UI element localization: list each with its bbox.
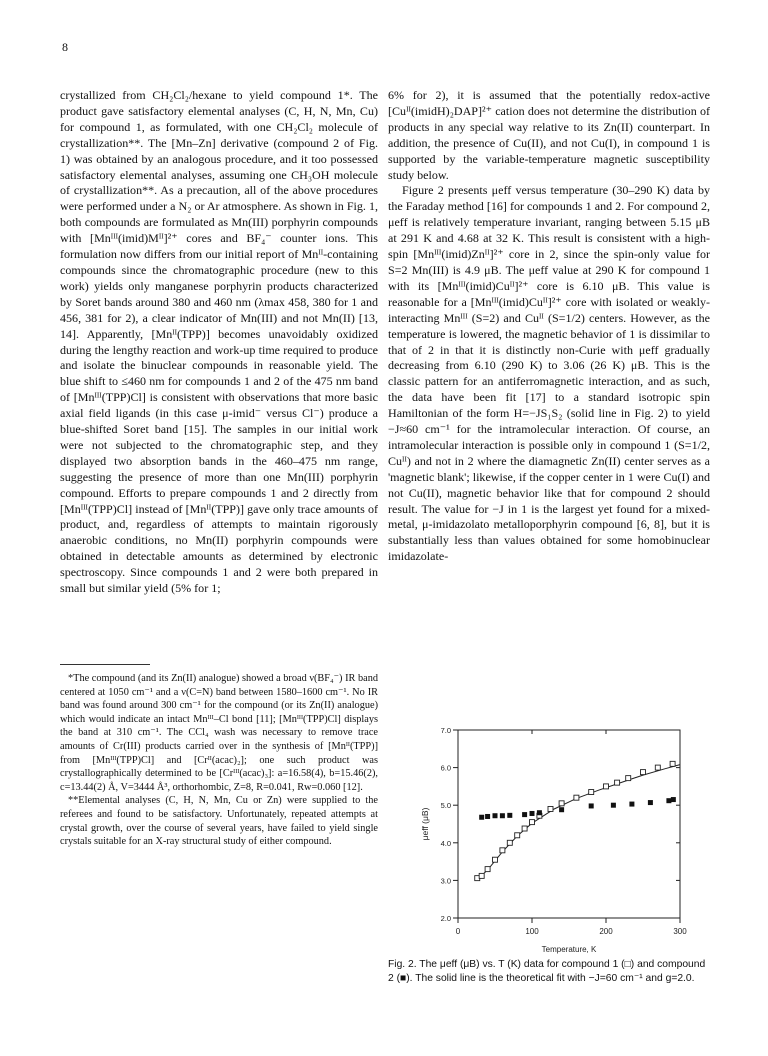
data-point-compound-2 — [629, 802, 634, 807]
plot-frame — [458, 730, 680, 918]
footnote: **Elemental analyses (C, H, N, Mn, Cu or Zn) were supplied to the referees and found to be satisfactory. Unfortunately, repeated attempts at crystal growth, over the course of several years, have failed to yield single crystals suitable for an X-ray structural study of either compound. — [60, 795, 378, 848]
data-point-compound-2 — [648, 800, 653, 805]
data-point-compound-1 — [548, 806, 553, 811]
x-tick-label: 0 — [455, 927, 461, 936]
y-tick-label: 2.0 — [440, 914, 451, 923]
data-point-compound-1 — [655, 765, 660, 770]
data-point-compound-1 — [589, 790, 594, 795]
y-tick-label: 4.0 — [440, 838, 451, 848]
y-tick-label: 6.0 — [440, 763, 451, 773]
magnetic-chart — [388, 712, 710, 962]
data-point-compound-1 — [626, 776, 631, 781]
right-column — [388, 88, 710, 565]
data-point-compound-2 — [666, 798, 671, 803]
data-point-compound-2 — [530, 811, 535, 816]
y-tick-label: 7.0 — [440, 726, 451, 735]
data-point-compound-1 — [515, 833, 520, 838]
data-point-compound-2 — [537, 810, 542, 815]
data-point-compound-2 — [522, 812, 527, 817]
data-point-compound-2 — [500, 813, 505, 818]
footnote-rule — [60, 664, 150, 665]
footnote: *The compound (and its Zn(II) analogue) showed a broad ν(BF₄⁻) IR band centered at 1050 cm⁻¹ and a ν(C=N) band between 1580–1600 cm⁻¹. No IR band was found around 300 cm⁻¹ for the compound (or its Zn(II) analogue) which would indicate an intact Mnᴵᴵᴵ–Cl bond [11]; [Mnᴵᴵᴵ(TPP)Cl] displays the band at 310 cm⁻¹. The CCl₄ wash was necessary to remove trace amounts of Cr(III) products carried over in the synthesis of [Mnᴵᴵ(TPP)] from [Mnᴵᴵᴵ(TPP)Cl] and [Crᴵᴵ(acac)₂]; one such product was crystallographically determined to be [Crᴵᴵᴵ(acac)₃]: a=16.58(4), b=15.46(2), c=13.44(2) Å, V=3444 Å³, orthorhombic, Z=8, R=0.041, Rw=0.060 [12]. — [60, 673, 378, 793]
data-point-compound-2 — [485, 814, 490, 819]
figure-caption: Fig. 2. The μeff (μB) vs. T (K) data for compound 1 (□) and compound 2 (■). The solid line is the theoretical fit with −J=60 cm⁻¹ and g=2.0. — [388, 959, 706, 984]
data-point-compound-1 — [500, 848, 505, 853]
data-point-compound-2 — [611, 803, 616, 808]
data-point-compound-1 — [522, 826, 527, 831]
data-point-compound-1 — [574, 795, 579, 800]
x-axis-label: Temperature, K — [541, 945, 597, 954]
data-point-compound-2 — [479, 815, 484, 820]
data-point-compound-1 — [615, 780, 620, 785]
data-point-compound-1 — [479, 873, 484, 878]
data-point-compound-2 — [507, 813, 512, 818]
data-point-compound-1 — [493, 857, 498, 862]
data-point-compound-2 — [671, 797, 676, 802]
data-point-compound-1 — [530, 820, 535, 825]
data-point-compound-2 — [493, 813, 498, 818]
y-axis-label: μeff (μB) — [420, 807, 430, 841]
left-column — [60, 88, 378, 597]
y-tick-label: 5.0 — [440, 801, 451, 811]
data-point-compound-2 — [559, 807, 564, 812]
paragraph: 6% for 2), it is assumed that the potentially redox-active [Cuᴵᴵ(imidH)₂DAP]²⁺ cation does not determine the distribution of products in any special way relative to its Zn(II) counterpart. In addition, the presence of Cu(II), and not Cu(I), in compound 1 is supported by the variable-temperature magnetic susceptibility study below. — [388, 88, 710, 182]
paragraph: Figure 2 presents μeff versus temperature (30–290 K) data by the Faraday method [16] for compounds 1 and 2. For compound 2, μeff is relatively temperature invariant, ranging between 5.15 μB at 291 K and 4.68 at 32 K. This result is consistent with a high-spin [Mnᴵᴵᴵ(imid)Znᴵᴵ]²⁺ core in 2, since the spin-only value for S=2 Mn(III) is 4.9 μB. The μeff value at 290 K for compound 1 with its [Mnᴵᴵᴵ(imid)Cuᴵᴵ]²⁺ core is 6.10 μB. This value is reasonable for a [Mnᴵᴵᴵ(imid)Cuᴵᴵ]²⁺ core with isolated or weakly-interacting Mnᴵᴵᴵ (S=2) and Cuᴵᴵ (S=1/2) centers. However, as the temperature is lowered, the magnetic behavior of 1 is dissimilar to that of 2 in that it is distinctly non-Curie with μeff gradually decreasing from 6.10 (290 K) to 3.06 (26 K) μB. This is the classic pattern for an antiferromagnetic interaction, and as such, the data have been fit [17] to a standard isotropic spin Hamiltonian of the form H=−JS₁S₂ (solid line in Fig. 2) to yield −J≈60 cm⁻¹ for the intramolecular interaction. Of course, an intramolecular interaction is possible only in compound 1 (S=1/2, Cuᴵᴵ) and not in 2 where the diamagnetic Zn(II) center serves as a 'magnetic blank'; likewise, if the copper center in 1 were Cu(I) and not Cu(II), magnetic behavior like that for compound 2 should result. The value for −J in 1 is the largest yet found for a mixed-metal, μ-imidazolato metalloporphyrin compound [6, 8], but it is substantially less than values obtained for some homobinuclear imidazolate- — [388, 183, 710, 564]
x-tick-label: 300 — [673, 927, 687, 936]
fit-line — [477, 765, 680, 880]
y-tick-label: 3.0 — [440, 876, 451, 886]
data-point-compound-1 — [507, 840, 512, 845]
page-number: 8 — [62, 40, 68, 54]
data-point-compound-2 — [589, 803, 594, 808]
paragraph: crystallized from CH₂Cl₂/hexane to yield compound 1*. The product gave satisfactory elemental analyses (C, H, N, Mn, Cu) for compound 1, as formulated, with one CH₂Cl₂ molecule of crystallization**. The [Mn–Zn] derivative (compound 2 of Fig. 1) was obtained by an analogous procedure, and it too possessed satisfactory elemental analyses, assuming one CH₃OH molecule of crystallization**. As a precaution, all of the above procedures were performed under a N₂ or Ar atmosphere. As shown in Fig. 1, both compounds are formulated as Mn(III) porphyrin compounds with [Mnᴵᴵᴵ(imid)Mᴵᴵ]²⁺ cores and BF₄⁻ counter ions. This formulation now differs from our initial report of Mnᴵᴵ-containing compounds since the chromatographic procedure (new to this work) yields only manganese porphyrin products characterized by Soret bands around 380 and 460 nm (λmax 458, 380 for 1 and 456, 381 for 2), a clear indicator of Mn(III) and not Mn(II) [13, 14]. Apparently, [Mnᴵᴵ(TPP)] becomes unavoidably oxidized during the lengthy reaction and work-up time required to produce and isolate the binuclear compounds in reasonable yield. The blue shift to ≤460 nm for compounds 1 and 2 of the 475 nm band of [Mnᴵᴵᴵ(TPP)Cl] is consistent with observations that more basic axial field ligands (in this case μ-imid⁻ versus Cl⁻) produce a blue-shifted Soret band [15]. The samples in our initial work were not subjected to the chromatographic step, and they displayed two absorption bands in the 460–475 nm range, suggesting the presence of more than one Mn(III) porphyrin compound. Efforts to prepare compounds 1 and 2 directly from [Mnᴵᴵᴵ(TPP)Cl] instead of [Mnᴵᴵ(TPP)] gave only trace amounts of product, and, regardless of attempts to maintain rigorously anaerobic conditions, no Mn(II) porphyrin compounds were obtained in detectable amounts as determined by electronic spectroscopy. Since compounds 1 and 2 were both prepared in small but similar yield (5% for 1; — [60, 88, 378, 596]
data-point-compound-1 — [670, 761, 675, 766]
x-tick-label: 200 — [599, 927, 613, 936]
x-tick-label: 100 — [525, 927, 539, 936]
data-point-compound-1 — [559, 801, 564, 806]
data-point-compound-1 — [485, 867, 490, 872]
footnotes — [60, 672, 378, 849]
data-point-compound-1 — [641, 770, 646, 775]
data-point-compound-1 — [604, 784, 609, 789]
figure-2 — [388, 712, 710, 962]
